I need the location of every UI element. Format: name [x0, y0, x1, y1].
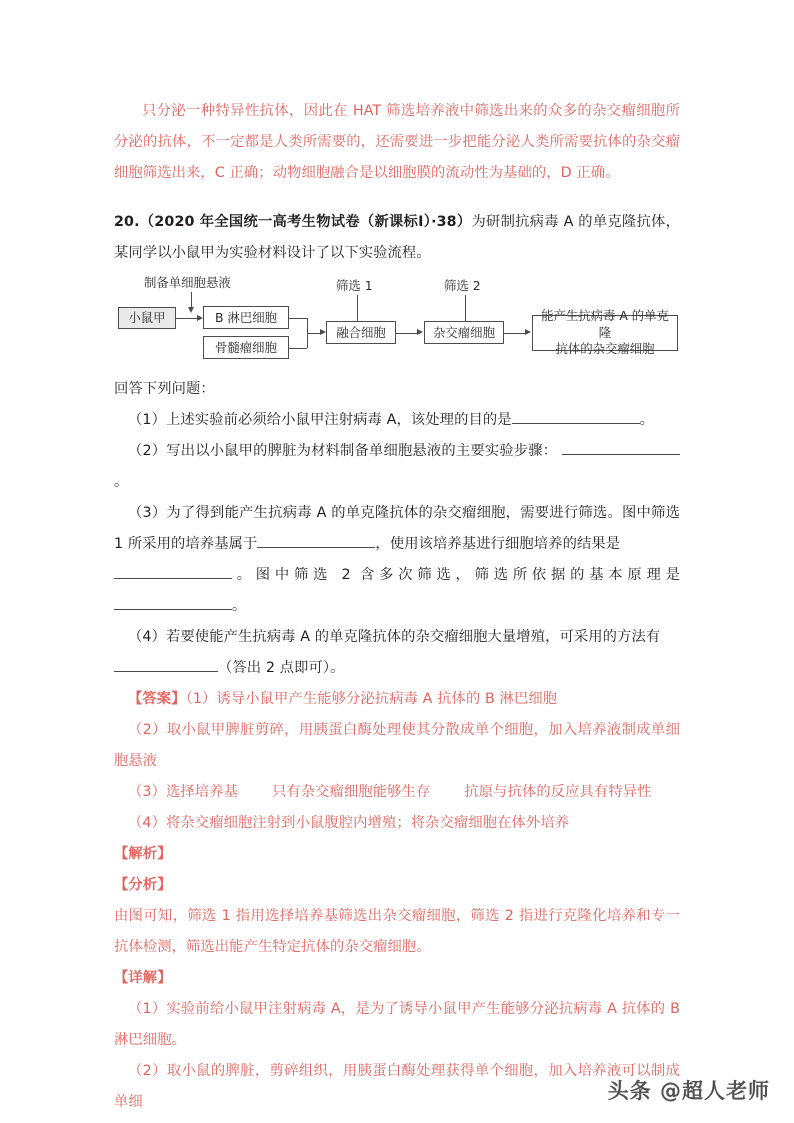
answer-item-3-label: （3）: [128, 784, 166, 800]
explanation-tag-outer: [114, 839, 680, 870]
detail-item-2-text: 取小鼠的脾脏，剪碎组织，用胰蛋白酶处理获得单个细胞，加入培养液可以制成单细: [114, 1063, 680, 1110]
top-paragraph: 只分泌一种特异性抗体，因此在 HAT 筛选培养液中筛选出来的众多的杂交瘤细胞所分泌的抗体，不一定都是人类所需要的，还需要进一步把能分泌人类所需要抗体的杂交瘤细胞筛选出来，C 正确；动物细胞融合是以细胞膜的流动性为基础的，D 正确。: [114, 103, 680, 181]
diagram-box-myeloma: 骨髓瘤细胞: [203, 336, 289, 359]
explanation-tag-analysis: [114, 870, 680, 901]
sub-question-3-blank-3[interactable]: [114, 595, 232, 610]
diagram-label-screen2: 筛选 2: [444, 278, 481, 293]
sub-question-4-note: （答出 2 点即可）。: [218, 660, 345, 676]
watermark: 头条 @超人老师: [607, 1079, 770, 1103]
detail-item-1-text: 实验前给小鼠甲注射病毒 A，是为了诱导小鼠甲产生能够分泌抗病毒 A 抗体的 B 淋巴细胞。: [114, 1001, 680, 1048]
diagram-label-prepare: 制备单细胞悬液: [144, 275, 231, 290]
document-content: [114, 96, 680, 1118]
sub-question-2-text: 写出以小鼠甲的脾脏为材料制备单细胞悬液的主要实验步骤：: [166, 443, 558, 459]
sub-question-3-label: （3）: [128, 505, 167, 521]
analysis-paragraph: 由图可知，筛选 1 指用选择培养基筛选出杂交瘤细胞，筛选 2 指进行克隆化培养和专一抗体检测，筛选出能产生特定抗体的杂交瘤细胞。: [114, 908, 680, 955]
diagram-box-final-line2: 抗体的杂交瘤细胞: [555, 341, 655, 357]
analysis-label: 【分析】: [114, 877, 172, 893]
arrow-head-prepare: [188, 307, 194, 313]
detail-item-1-label: （1）: [128, 1001, 167, 1017]
connector-merge-to-fused: [307, 333, 321, 334]
answer-tag: 【答案】: [128, 691, 186, 707]
answer-item-4: [114, 808, 680, 839]
sub-question-3-period: 。: [232, 598, 247, 614]
diagram-box-b-lymphocyte: B 淋巴细胞: [203, 306, 289, 329]
answer-item-3-part3: 抗原与抗体的反应具有特异性: [464, 784, 652, 800]
diagram-box-fused-cell: 融合细胞: [326, 321, 396, 344]
answer-prompt: 回答下列问题：: [114, 381, 215, 397]
sub-question-1-period: 。: [639, 412, 655, 428]
sub-question-3-blank-1[interactable]: [257, 533, 375, 548]
answer-item-3-part1: 选择培养基: [166, 784, 238, 800]
arrow-line-screen2: [465, 295, 466, 323]
arrow-line-screen1: [357, 295, 358, 323]
sub-question-1-blank[interactable]: [512, 409, 640, 424]
arrow-head-hybridoma-to-final: [525, 329, 531, 335]
answer-item-1-text: 诱导小鼠甲产生能够分泌抗病毒 A 抗体的 B 淋巴细胞: [216, 691, 558, 707]
sub-question-3-text-a: 为了得到能产生抗病毒 A 的单克隆抗体的杂交瘤细胞，需要进行筛选。图中筛选 1 所采用的培养基属于: [114, 505, 680, 552]
diagram-label-screen1: 筛选 1: [336, 278, 373, 293]
answer-item-3: [114, 777, 680, 808]
answer-item-4-label: （4）: [128, 815, 166, 831]
answer-item-3-part2: 只有杂交瘤细胞能够生存: [271, 784, 431, 800]
sub-question-2-label: （2）: [128, 443, 167, 459]
question-stem: 为研制抗病毒 A 的单克隆抗体，某同学以小鼠甲为实验材料设计了以下实验流程。: [114, 214, 681, 261]
experiment-flow-diagram: [114, 273, 680, 365]
sub-question-2: [114, 436, 680, 498]
sub-question-4-text: 若要使能产生抗病毒 A 的单克隆抗体的杂交瘤细胞大量增殖，可采用的方法有: [166, 629, 661, 645]
answer-item-1: [114, 684, 680, 715]
question-heading: [114, 207, 680, 269]
arrow-head-fused-to-hybridoma: [417, 329, 423, 335]
sub-question-4-label: （4）: [128, 629, 166, 645]
sub-question-1-text: 上述实验前必须给小鼠甲注射病毒 A，该处理的目的是: [166, 412, 512, 428]
connector-blymph-out: [289, 318, 307, 319]
connector-fused-to-hybridoma: [396, 333, 418, 334]
arrow-line-prepare: [191, 292, 192, 308]
diagram-box-hybridoma: 杂交瘤细胞: [424, 321, 504, 344]
answer-item-4-text: 将杂交瘤细胞注射到小鼠腹腔内增殖；将杂交瘤细胞在体外培养: [166, 815, 570, 831]
detail-label: 【详解】: [114, 970, 172, 986]
connector-myeloma-out: [289, 348, 307, 349]
detail-item-2: [114, 1056, 680, 1118]
sub-question-1: [114, 405, 680, 436]
answer-item-2-text: 取小鼠甲脾脏剪碎，用胰蛋白酶处理使其分散成单个细胞，加入培养液制成单细胞悬液: [114, 722, 680, 769]
sub-question-2-blank[interactable]: [562, 440, 680, 455]
sub-question-3-blank-2[interactable]: [114, 564, 232, 579]
answer-item-2: [114, 715, 680, 777]
answer-item-1-label: （1）: [185, 691, 217, 707]
sub-question-4-blank[interactable]: [114, 657, 218, 672]
question-number: 20.: [114, 214, 140, 230]
answer-item-2-label: （2）: [128, 722, 167, 738]
question-source: （2020 年全国统一高考生物试卷（新课标Ⅰ）·38）: [139, 214, 472, 230]
explanation-outer-label: 【解析】: [114, 846, 172, 862]
diagram-box-final-hybridoma: [532, 307, 678, 357]
sub-question-3-text-b: ，使用该培养基进行细胞培养的结果是: [375, 536, 621, 552]
diagram-box-mouse: 小鼠甲: [118, 307, 176, 329]
detail-item-1: [114, 994, 680, 1056]
connector-hybridoma-to-final: [504, 333, 526, 334]
detail-item-2-label: （2）: [128, 1063, 167, 1079]
sub-question-2-period: 。: [114, 474, 129, 490]
diagram-box-final-line1: 能产生抗病毒 A 的单克隆: [541, 307, 669, 340]
sub-question-3-text-c: 。图中筛选 2 含多次筛选，筛选所依据的基本原理是: [232, 567, 680, 583]
sub-question-1-label: （1）: [128, 412, 166, 428]
sub-question-3: [114, 498, 680, 622]
connector-mouse-to-blymph: [176, 318, 198, 319]
explanation-tag-detail: [114, 963, 680, 994]
sub-question-4: [114, 622, 680, 684]
